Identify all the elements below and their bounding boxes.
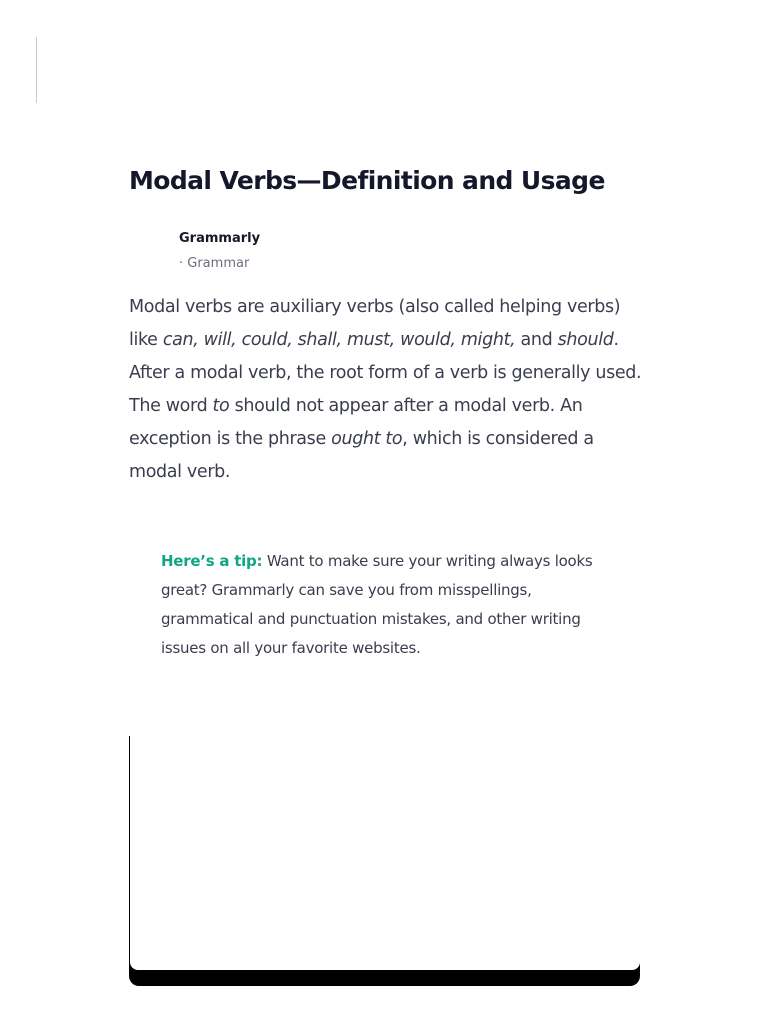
tip-label: Here’s a tip: [161,552,263,570]
left-divider [36,37,37,103]
author-name[interactable]: Grammarly [179,231,261,246]
intro-emphasis-ought-to: ought to [331,429,403,449]
tip-callout [161,547,621,663]
intro-text-2: and [515,330,558,350]
tip-text: Want to make sure your writing always looks great? Grammarly can save you from misspellings, grammatical and punctuation mistakes, and other writing issues on all your favorite websites. [161,552,593,657]
category-link[interactable]: · Grammar [179,256,250,271]
intro-text-5: , which is considered a modal verb. [129,429,594,482]
intro-text-4: should not appear after a modal verb. An exception is the phrase [129,396,583,449]
embedded-content-area [130,736,640,970]
intro-emphasis-to: to [212,396,230,416]
embedded-content-frame[interactable] [129,736,640,986]
intro-paragraph [129,291,649,489]
intro-emphasis-modals: can, will, could, shall, must, would, might, [162,330,516,350]
intro-text-1: Modal verbs are auxiliary verbs (also called helping verbs) like [129,297,621,350]
intro-text-3: . After a modal verb, the root form of a verb is generally used. The word [129,330,642,416]
intro-emphasis-should: should [557,330,614,350]
page-title: Modal Verbs—Definition and Usage [129,166,605,195]
